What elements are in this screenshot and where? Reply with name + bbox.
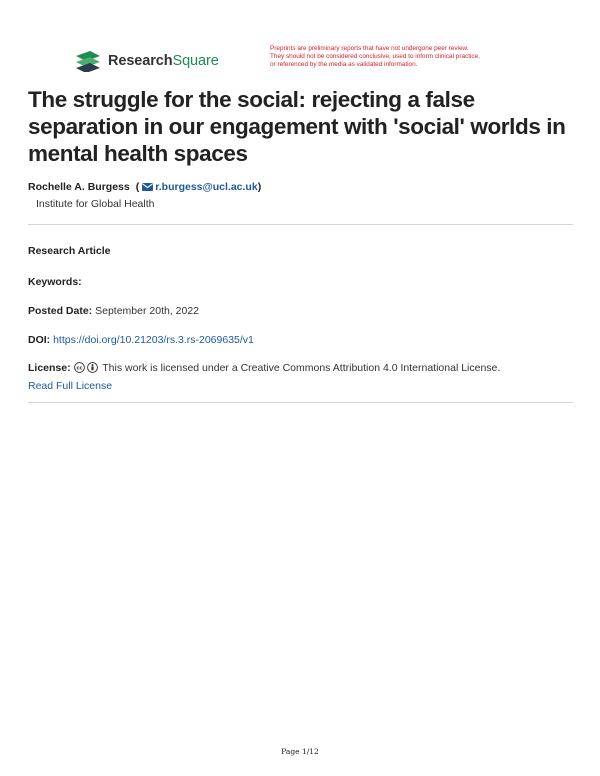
posted-date-row xyxy=(28,305,199,317)
research-square-logo-icon xyxy=(74,50,102,72)
author-name: Rochelle A. Burgess xyxy=(28,181,130,193)
creative-commons-icon xyxy=(74,362,85,373)
logo-word-square: Square xyxy=(172,53,219,69)
attribution-icon xyxy=(87,362,98,373)
author-affiliation: Institute for Global Health xyxy=(36,198,155,210)
license-link-row xyxy=(28,380,112,392)
open-paren: ( xyxy=(135,181,140,193)
envelope-icon xyxy=(142,183,153,191)
doi-row xyxy=(28,334,254,346)
keywords-row xyxy=(28,276,82,288)
notice-line-1: Preprints are preliminary reports that have not undergone peer review. xyxy=(270,45,469,52)
read-full-license-link[interactable]: Read Full License xyxy=(28,380,113,392)
posted-date-label: Posted Date: xyxy=(28,305,93,317)
author-email-group xyxy=(136,181,261,193)
preprint-notice xyxy=(270,45,540,68)
doi-link[interactable]: https://doi.org/10.21203/rs.3.rs-2069635/v1 xyxy=(53,334,254,346)
article-type xyxy=(28,245,111,257)
divider-top xyxy=(28,224,573,225)
license-row xyxy=(28,362,500,374)
doi-label: DOI: xyxy=(28,334,51,346)
logo-word-research: Research xyxy=(108,53,173,69)
close-paren: ) xyxy=(257,181,262,193)
author-line xyxy=(28,181,261,193)
article-type-label: Research Article xyxy=(28,245,111,257)
logo-text xyxy=(108,53,219,69)
posted-date-value: September 20th, 2022 xyxy=(95,305,200,317)
divider-bottom xyxy=(28,402,573,403)
notice-line-2: They should not be considered conclusive, used to inform clinical practice, xyxy=(270,52,480,60)
license-label: License: xyxy=(28,362,71,374)
notice-line-3: or referenced by the media as validated information. xyxy=(270,60,418,68)
license-text: This work is licensed under a Creative Commons Attribution 4.0 International License. xyxy=(102,362,501,374)
research-square-logo[interactable] xyxy=(74,48,219,74)
paper-title: The struggle for the social: rejecting a false separation in our engagement with 'social' worlds in mental health spaces xyxy=(28,87,566,166)
svg-text:cc: cc xyxy=(76,365,82,372)
author-email-link[interactable]: r.burgess@ucl.ac.uk xyxy=(155,181,258,193)
page-number: Page 1/12 xyxy=(281,747,319,756)
keywords-label: Keywords: xyxy=(28,276,82,288)
